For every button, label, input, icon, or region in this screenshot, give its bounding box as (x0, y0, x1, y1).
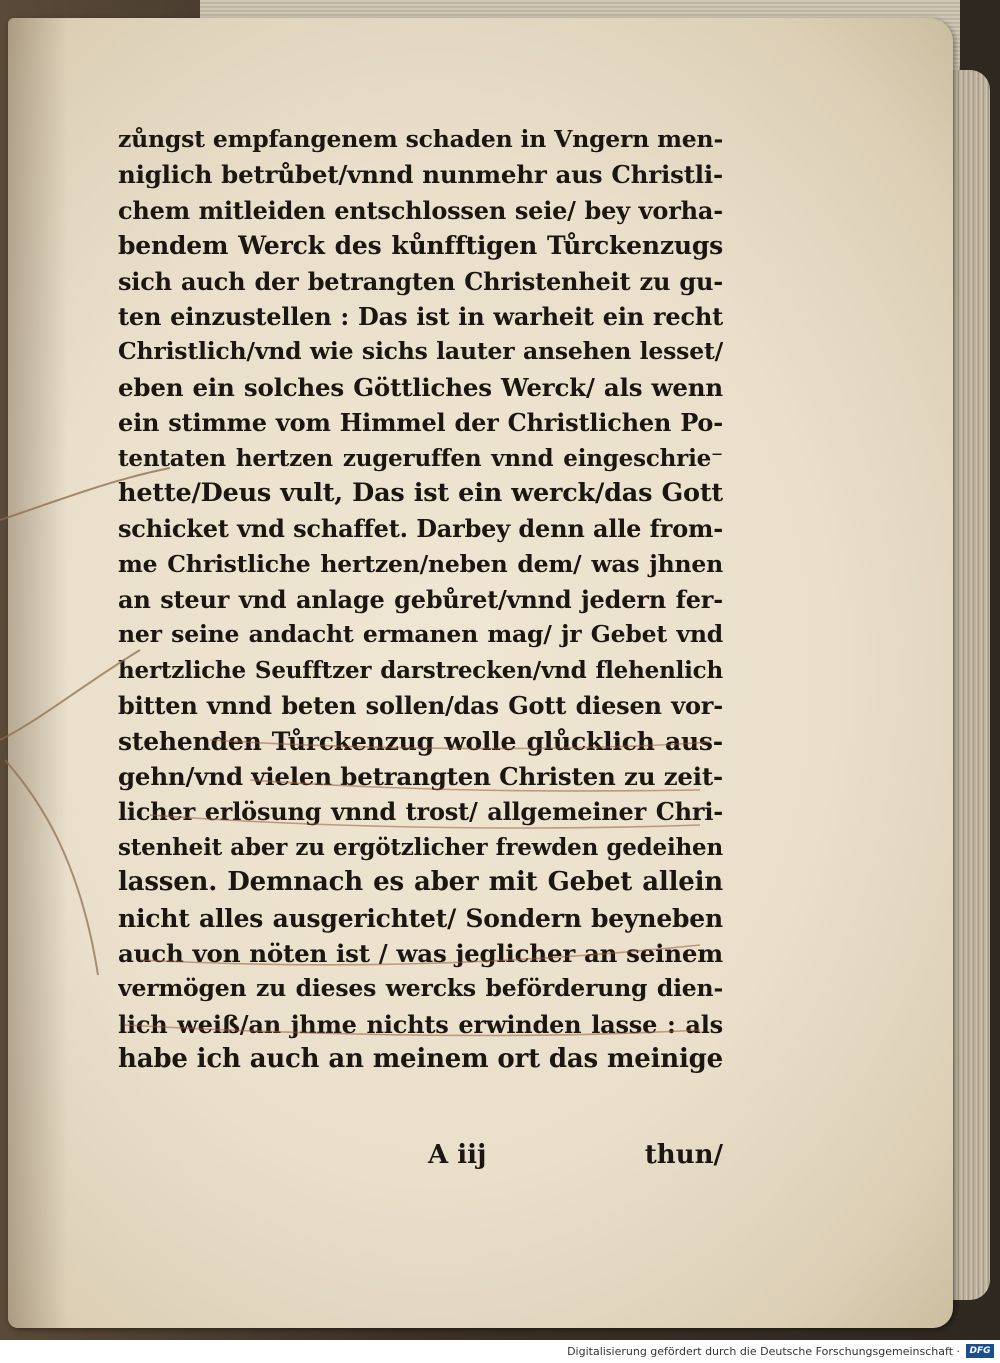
text-line: schicket vnd schaffet. Darbey denn alle from- (118, 514, 723, 544)
text-line: stenheit aber zu ergötzlicher frewden gedeihen (118, 833, 723, 861)
text-line: auch von nöten ist / was jeglicher an seinem (118, 938, 723, 968)
signature-mark: A iij (428, 1140, 487, 1170)
text-line: gehn/vnd vielen betrangten Christen zu zeit- (118, 762, 723, 792)
text-line: me Christliche hertzen/neben dem/ was jhnen (118, 549, 723, 578)
text-line: hette/Deus vult, Das ist ein werck/das Gott (118, 477, 723, 508)
text-line: sich auch der betrangten Christenheit zu gu- (118, 266, 723, 296)
text-line: habe ich auch an meinem ort das meinige (118, 1044, 723, 1075)
text-line: nicht alles ausgerichtet/ Sondern beyneben (118, 903, 723, 933)
text-line: bitten vnnd beten sollen/das Gott diesen vor- (118, 691, 723, 721)
text-line: niglich betrůbet/vnnd nunmehr aus Christli- (118, 160, 723, 190)
text-line: ner seine andacht ermanen mag/ jr Gebet vnd (118, 620, 723, 649)
gutter-shadow (8, 18, 68, 1328)
text-line: stehenden Tůrckenzug wolle glůcklich aus- (118, 726, 723, 756)
text-line: ein stimme vom Himmel der Christlichen Po- (118, 408, 723, 438)
text-line: ten einzustellen : Das ist in warheit ein recht (118, 301, 723, 331)
body-text (118, 122, 723, 1078)
text-line: lassen. Demnach es aber mit Gebet allein (118, 867, 723, 898)
text-line: chem mitleiden entschlossen seie/ bey vorha- (118, 195, 723, 225)
text-line: hertzliche Seufftzer darstrecken/vnd flehenlich (118, 656, 723, 684)
text-line: lich weiß/an jhme nichts erwinden lasse : als (118, 1009, 723, 1039)
page-footer-line (118, 1140, 723, 1180)
text-line: vermögen zu dieses wercks beförderung dien- (118, 974, 723, 1003)
text-line: bendem Werck des kůnfftigen Tůrckenzugs (118, 231, 723, 261)
funding-credit: Digitalisierung gefördert durch die Deutsche Forschungsgemeinschaft · (567, 1345, 960, 1358)
footer-bar (0, 1340, 1000, 1363)
text-line: eben ein solches Göttliches Werck/ als wenn (118, 372, 723, 402)
text-line: Christlich/vnd wie sichs lauter ansehen lesset/ (118, 337, 723, 366)
text-line: licher erlösung vnnd trost/ allgemeiner Chri- (118, 797, 723, 827)
dfg-logo-icon: DFG (966, 1344, 994, 1358)
text-line: tentaten hertzen zugeruffen vnnd eingeschrie⁻ (118, 444, 723, 472)
text-line: zůngst empfangenem schaden in Vngern men- (118, 125, 723, 153)
catchword: thun/ (644, 1140, 723, 1170)
text-line: an steur vnd anlage gebůret/vnnd jedern fer- (118, 585, 723, 615)
